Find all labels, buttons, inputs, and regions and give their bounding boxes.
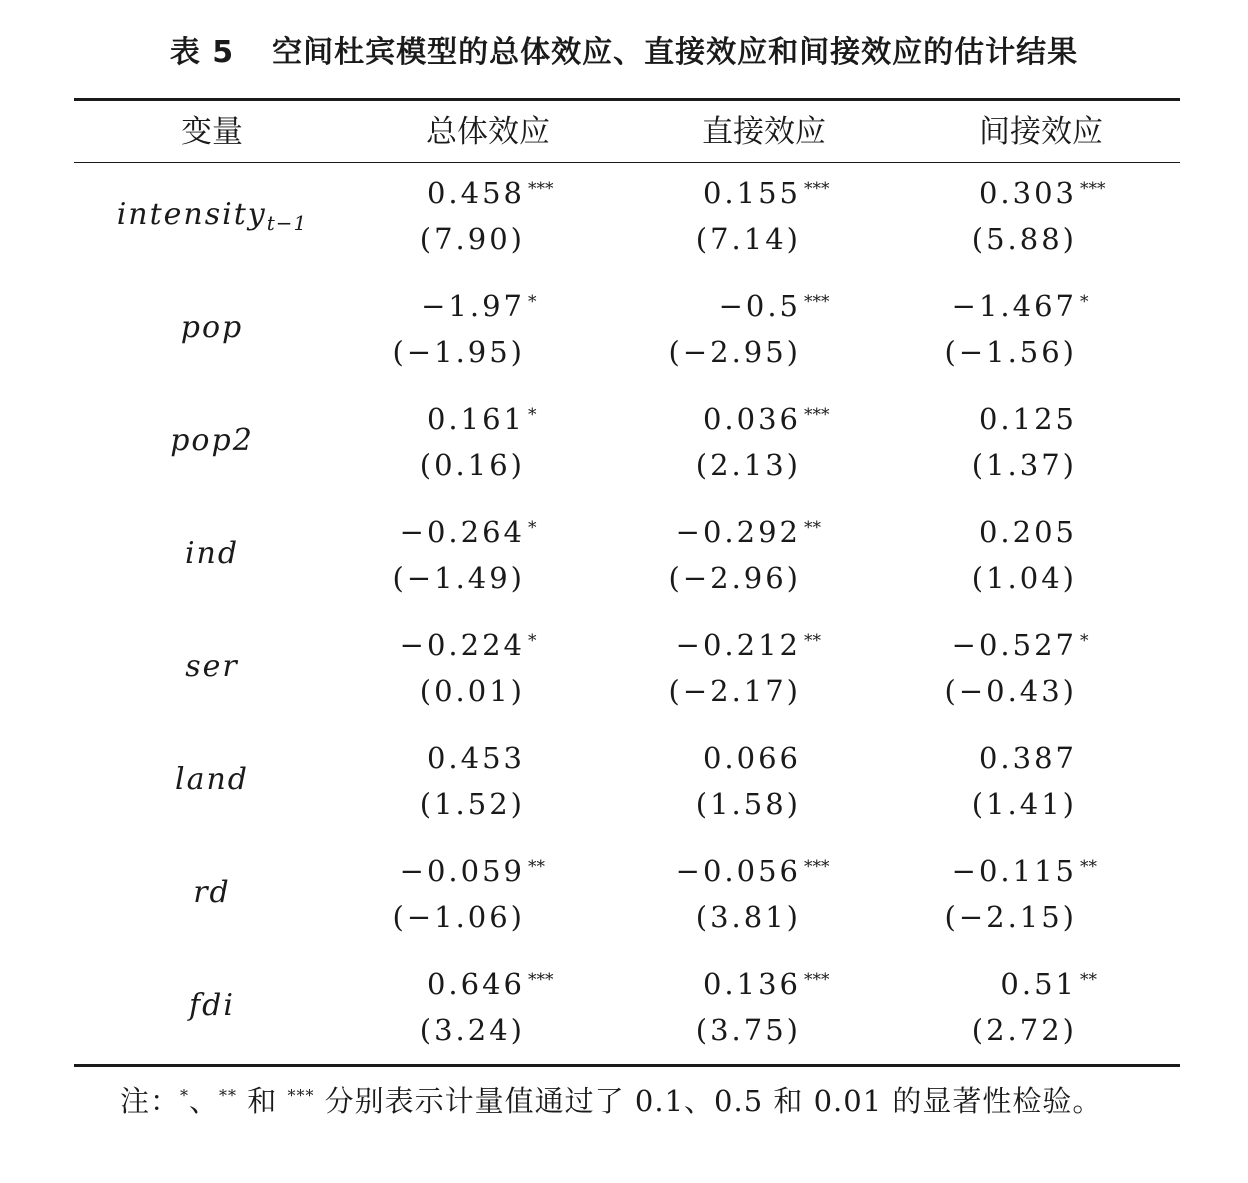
coefficient-total bbox=[400, 621, 537, 665]
table-row bbox=[74, 504, 1180, 617]
t-statistic-indirect: (−1.56) bbox=[944, 335, 1077, 369]
significance-stars: *** bbox=[528, 970, 554, 990]
coefficient-total bbox=[400, 508, 537, 552]
coefficient-value: 0.51 bbox=[1000, 967, 1077, 1001]
table-note bbox=[120, 1072, 1220, 1125]
coefficient-value: −0.5 bbox=[718, 289, 801, 323]
coefficient-total bbox=[427, 960, 554, 1004]
t-statistic-direct: (1.58) bbox=[695, 787, 801, 821]
variable-label: ser bbox=[185, 649, 239, 684]
coefficient-total bbox=[427, 169, 554, 213]
t-statistic-total: (0.16) bbox=[419, 448, 525, 482]
variable-name bbox=[74, 871, 350, 915]
significance-stars: ** bbox=[1080, 970, 1097, 990]
coefficient-direct bbox=[719, 282, 830, 326]
coefficient-indirect bbox=[979, 395, 1080, 439]
note-star-3: *** bbox=[287, 1086, 315, 1105]
coefficient-indirect bbox=[1000, 960, 1097, 1004]
coefficient-value: −1.97 bbox=[421, 289, 525, 323]
coefficient-value: −0.264 bbox=[399, 515, 525, 549]
coefficient-total bbox=[427, 734, 528, 778]
significance-stars: *** bbox=[804, 292, 830, 312]
coefficient-total bbox=[400, 847, 545, 891]
coefficient-value: 0.036 bbox=[702, 402, 801, 436]
bottom-rule bbox=[74, 1064, 1180, 1067]
coefficient-indirect bbox=[979, 169, 1106, 213]
coefficient-direct bbox=[703, 734, 804, 778]
header-total-effect: 总体效应 bbox=[426, 114, 550, 150]
table-number: 表 5 bbox=[169, 35, 235, 70]
t-statistic-direct: (−2.95) bbox=[668, 335, 801, 369]
coefficient-direct bbox=[676, 508, 821, 552]
header-indirect-effect: 间接效应 bbox=[979, 114, 1103, 150]
coefficient-value: 0.458 bbox=[426, 176, 525, 210]
note-text: 分别表示计量值通过了 0.1、0.5 和 0.01 的显著性检验。 bbox=[314, 1084, 1103, 1118]
coefficient-value: 0.161 bbox=[426, 402, 525, 436]
t-statistic-direct: (7.14) bbox=[695, 222, 801, 256]
significance-stars: * bbox=[528, 631, 537, 651]
variable-label: intensity bbox=[116, 197, 267, 232]
t-statistic-direct: (3.81) bbox=[695, 900, 801, 934]
coefficient-value: 0.205 bbox=[978, 515, 1077, 549]
coefficient-indirect bbox=[979, 508, 1080, 552]
coefficient-value: 0.155 bbox=[702, 176, 801, 210]
t-statistic-total: (−1.49) bbox=[392, 561, 525, 595]
variable-name bbox=[74, 419, 350, 463]
table-row bbox=[74, 843, 1180, 956]
coefficient-value: −0.056 bbox=[675, 854, 801, 888]
significance-stars: * bbox=[528, 518, 537, 538]
t-statistic-indirect: (1.04) bbox=[971, 561, 1077, 595]
t-statistic-indirect: (−2.15) bbox=[944, 900, 1077, 934]
significance-stars: *** bbox=[528, 179, 554, 199]
coefficient-value: 0.136 bbox=[702, 967, 801, 1001]
coefficient-value: −0.224 bbox=[399, 628, 525, 662]
coefficient-direct bbox=[703, 169, 830, 213]
table-row bbox=[74, 165, 1180, 278]
table-row bbox=[74, 617, 1180, 730]
t-statistic-direct: (3.75) bbox=[695, 1013, 801, 1047]
coefficient-direct bbox=[676, 621, 821, 665]
t-statistic-indirect: (−0.43) bbox=[944, 674, 1077, 708]
coefficient-indirect bbox=[952, 621, 1089, 665]
coefficient-value: 0.125 bbox=[978, 402, 1077, 436]
coefficient-total bbox=[421, 282, 536, 326]
header-variable: 变量 bbox=[181, 114, 243, 150]
significance-stars: * bbox=[528, 405, 537, 425]
coefficient-indirect bbox=[952, 282, 1089, 326]
t-statistic-total: (7.90) bbox=[419, 222, 525, 256]
variable-label: rd bbox=[193, 875, 231, 910]
coefficient-value: 0.387 bbox=[978, 741, 1077, 775]
t-statistic-direct: (2.13) bbox=[695, 448, 801, 482]
variable-label: ind bbox=[184, 536, 240, 571]
t-statistic-total: (−1.95) bbox=[392, 335, 525, 369]
t-statistic-total: (3.24) bbox=[419, 1013, 525, 1047]
note-and: 和 bbox=[237, 1084, 288, 1118]
note-star-1: * bbox=[180, 1086, 190, 1105]
coefficient-value: −0.292 bbox=[675, 515, 801, 549]
coefficient-indirect bbox=[952, 847, 1097, 891]
significance-stars: * bbox=[1080, 292, 1089, 312]
significance-stars: *** bbox=[804, 857, 830, 877]
table-row bbox=[74, 278, 1180, 391]
coefficient-total bbox=[427, 395, 537, 439]
coefficient-direct bbox=[676, 847, 830, 891]
coefficient-value: −1.467 bbox=[951, 289, 1077, 323]
variable-name bbox=[74, 758, 350, 802]
significance-stars: * bbox=[1080, 631, 1089, 651]
variable-label: pop bbox=[180, 310, 244, 345]
coefficient-value: −0.059 bbox=[399, 854, 525, 888]
variable-name bbox=[74, 645, 350, 689]
significance-stars: * bbox=[528, 292, 537, 312]
significance-stars: ** bbox=[804, 631, 821, 651]
coefficient-value: 0.453 bbox=[426, 741, 525, 775]
t-statistic-indirect: (1.37) bbox=[971, 448, 1077, 482]
significance-stars: *** bbox=[804, 970, 830, 990]
coefficient-value: 0.646 bbox=[426, 967, 525, 1001]
t-statistic-total: (1.52) bbox=[419, 787, 525, 821]
significance-stars: *** bbox=[804, 405, 830, 425]
variable-label: land bbox=[174, 762, 249, 797]
table-row bbox=[74, 730, 1180, 843]
variable-name bbox=[74, 532, 350, 576]
header-direct-effect: 直接效应 bbox=[702, 114, 826, 150]
coefficient-value: 0.066 bbox=[702, 741, 801, 775]
variable-name bbox=[74, 306, 350, 350]
t-statistic-indirect: (1.41) bbox=[971, 787, 1077, 821]
coefficient-direct bbox=[703, 960, 830, 1004]
table-row bbox=[74, 391, 1180, 504]
coefficient-indirect bbox=[979, 734, 1080, 778]
coefficient-direct bbox=[703, 395, 830, 439]
table-row bbox=[74, 956, 1180, 1069]
variable-label: fdi bbox=[189, 988, 235, 1023]
significance-stars: *** bbox=[804, 179, 830, 199]
coefficient-value: −0.212 bbox=[675, 628, 801, 662]
note-prefix: 注： bbox=[120, 1084, 181, 1118]
significance-stars: ** bbox=[804, 518, 821, 538]
t-statistic-direct: (−2.96) bbox=[668, 561, 801, 595]
t-statistic-total: (0.01) bbox=[419, 674, 525, 708]
coefficient-value: −0.115 bbox=[951, 854, 1077, 888]
t-statistic-indirect: (5.88) bbox=[971, 222, 1077, 256]
coefficient-value: −0.527 bbox=[951, 628, 1077, 662]
table-caption bbox=[0, 28, 1248, 78]
significance-stars: *** bbox=[1080, 179, 1106, 199]
note-sep: 、 bbox=[189, 1084, 220, 1118]
variable-label: pop2 bbox=[170, 423, 254, 458]
significance-stars: ** bbox=[1080, 857, 1097, 877]
significance-stars: ** bbox=[528, 857, 545, 877]
t-statistic-direct: (−2.17) bbox=[668, 674, 801, 708]
variable-name bbox=[74, 193, 350, 245]
table-title: 空间杜宾模型的总体效应、直接效应和间接效应的估计结果 bbox=[272, 35, 1079, 70]
top-rule bbox=[74, 98, 1180, 101]
variable-subscript: t−1 bbox=[266, 211, 308, 235]
t-statistic-total: (−1.06) bbox=[392, 900, 525, 934]
coefficient-value: 0.303 bbox=[978, 176, 1077, 210]
t-statistic-indirect: (2.72) bbox=[971, 1013, 1077, 1047]
note-star-2: ** bbox=[219, 1086, 238, 1105]
header-rule bbox=[74, 162, 1180, 163]
variable-name bbox=[74, 984, 350, 1028]
